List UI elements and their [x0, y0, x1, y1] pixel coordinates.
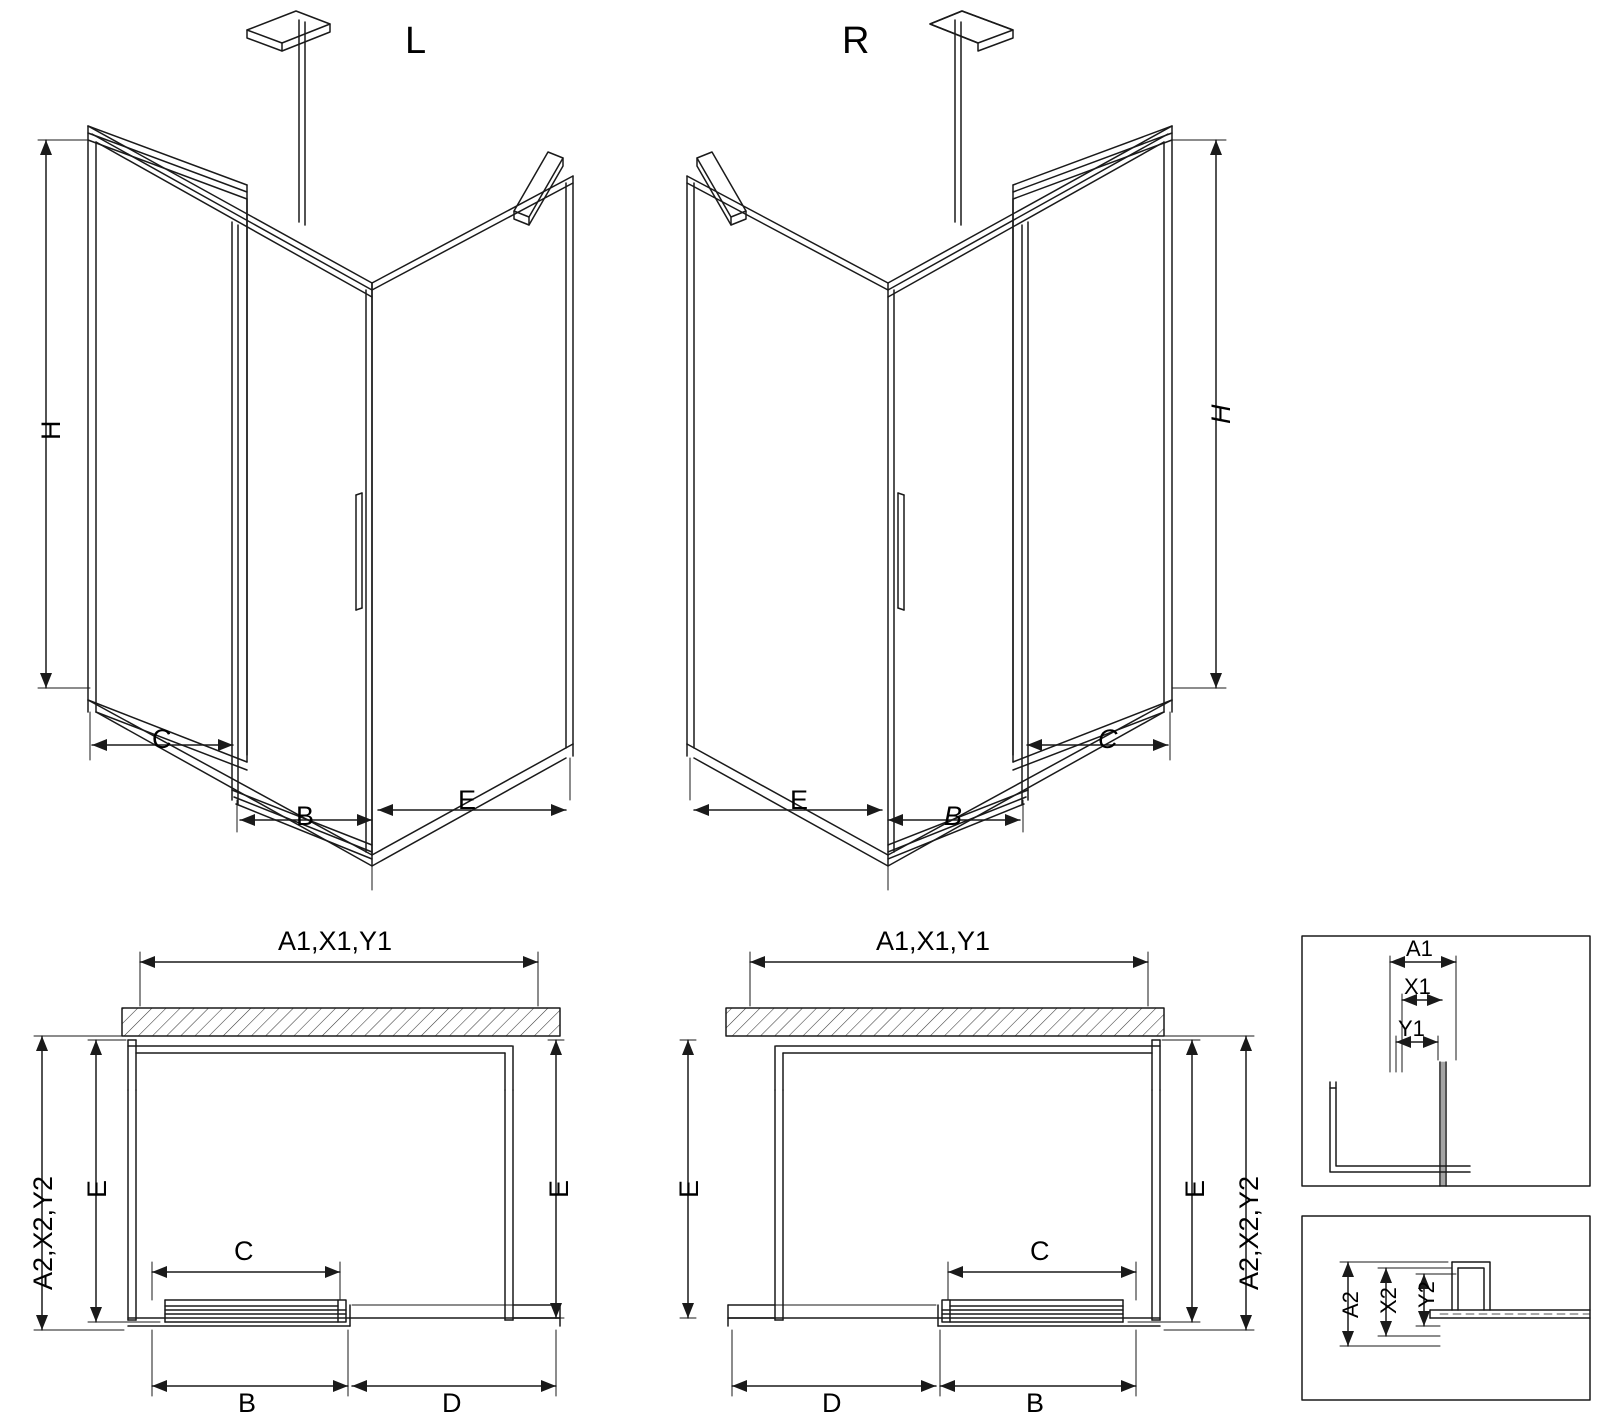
plan-view-right — [680, 952, 1254, 1396]
detail-x2-label: X2 — [1376, 1287, 1401, 1314]
plan-left-width-label: A1,X1,Y1 — [278, 926, 393, 956]
plan-right-depth-label: A2,X2,Y2 — [1234, 1175, 1264, 1290]
plan-left-e-right-label: E — [544, 1179, 574, 1198]
plan-left-depth-label: A2,X2,Y2 — [28, 1175, 58, 1290]
iso-view-left — [38, 11, 573, 890]
plan-right-c-label: C — [1030, 1236, 1050, 1266]
iso-left-b-label: B — [296, 801, 315, 831]
detail-y2-label: Y2 — [1414, 1281, 1439, 1308]
plan-right-d-label: D — [822, 1388, 842, 1418]
detail-a2-label: A2 — [1338, 1291, 1363, 1318]
variant-label-right: R — [842, 20, 870, 62]
plan-left-e-left-label: E — [82, 1179, 112, 1198]
detail-x1-label: X1 — [1404, 974, 1431, 999]
plan-right-b-label: B — [1026, 1388, 1045, 1418]
plan-view-left — [34, 952, 564, 1396]
iso-left-e-label: E — [458, 785, 477, 815]
plan-left-b-label: B — [238, 1388, 257, 1418]
iso-left-c-label: C — [152, 724, 172, 754]
detail-y1-label: Y1 — [1398, 1016, 1425, 1041]
iso-right-c-label: C — [1098, 724, 1118, 754]
plan-right-e-left-label: E — [674, 1179, 704, 1198]
plan-right-width-label: A1,X1,Y1 — [876, 926, 991, 956]
plan-right-e-right-label: E — [1180, 1179, 1210, 1198]
iso-left-height-label: H — [36, 420, 66, 440]
iso-right-b-label: B — [944, 801, 963, 831]
detail-a1-label: A1 — [1406, 936, 1433, 961]
iso-right-height-label: H — [1206, 404, 1236, 424]
variant-label-left: L — [405, 20, 427, 62]
plan-left-d-label: D — [442, 1388, 462, 1418]
detail-top — [1302, 936, 1590, 1186]
iso-view-right — [687, 11, 1226, 890]
plan-left-c-label: C — [234, 1236, 254, 1266]
iso-right-e-label: E — [790, 785, 809, 815]
